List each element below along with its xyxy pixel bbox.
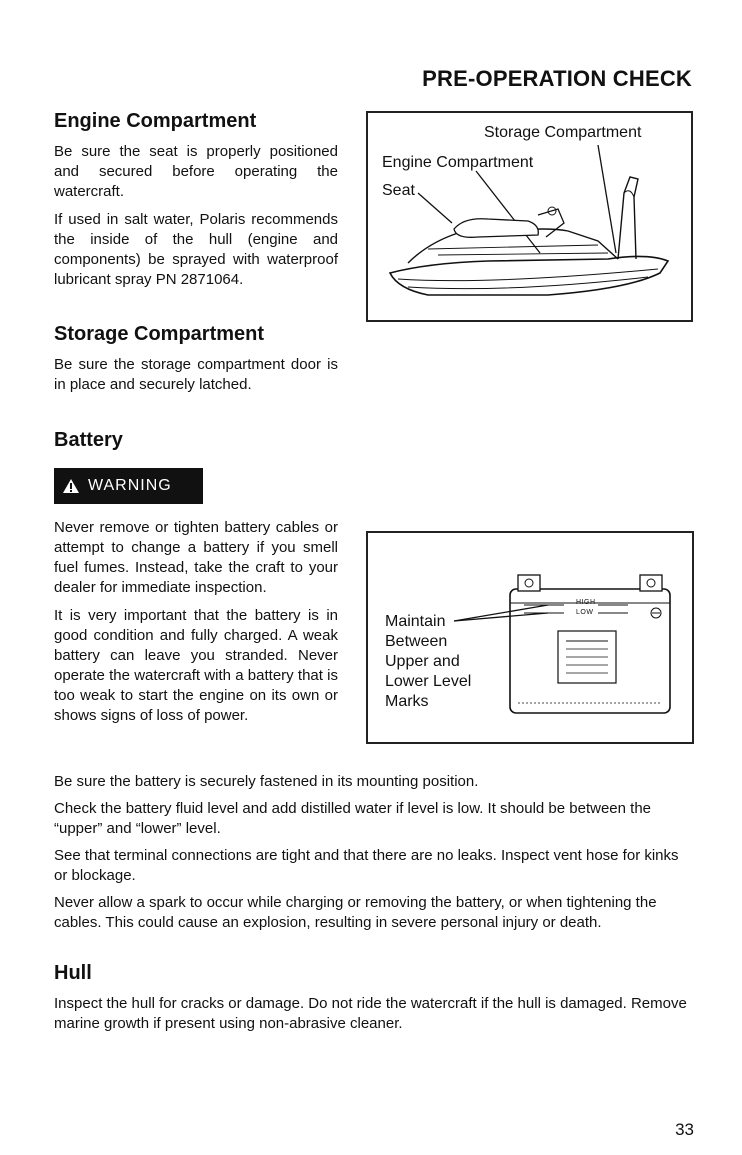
battery-label-line-4: Lower Level [385,673,472,690]
battery-figure [366,531,694,744]
storage-paragraph: Be sure the storage compartment door is in place and securely latched. [54,356,338,393]
battery-label-line-3: Upper and [385,653,460,670]
battery-paragraph-6: Never allow a spark to occur while charging or removing the battery, or when tightening the cables. This could cause an explosion, resulting in severe personal injury or death. [54,894,657,931]
warning-triangle-icon [62,478,80,494]
battery-label-line-2: Between [385,633,448,650]
battery-drawing [368,533,692,742]
watercraft-figure [366,111,693,322]
watercraft-drawing [368,113,691,320]
engine-section [54,142,338,298]
battery-paragraph-3: Be sure the battery is securely fastened in its mounting position. [54,773,479,790]
engine-heading: Engine Compartment [54,110,257,132]
warning-label: WARNING [88,477,172,494]
storage-section [54,355,338,403]
hull-heading: Hull [54,962,92,984]
battery-paragraph-4: Check the battery fluid level and add distilled water if level is low. It should be between the “upper” and “lower” level. [54,800,652,837]
hull-section [54,994,696,1041]
page-number: 33 [675,1120,694,1139]
low-mark: LOW [576,609,594,616]
high-mark: HIGH [576,599,596,606]
battery-label-line-1: Maintain [385,613,446,630]
figure-label-seat: Seat [382,182,415,199]
warning-banner [54,468,203,504]
engine-paragraph-1: Be sure the seat is properly positioned and secured before operating the watercraft. [54,143,338,200]
battery-paragraph-1: Never remove or tighten battery cables or attempt to change a battery if you smell fuel fumes. Instead, take the craft to your dealer for immediate inspection. [54,519,338,596]
battery-label-line-5: Marks [385,693,429,710]
battery-warning-text [54,518,338,734]
engine-paragraph-2: If used in salt water, Polaris recommends the inside of the hull (engine and components) be sprayed with waterproof lubricant spray PN 2871064. [54,211,338,288]
battery-paragraph-5: See that terminal connections are tight and that there are no leaks. Inspect vent hose for kinks or blockage. [54,847,679,884]
figure-label-engine: Engine Compartment [382,154,534,171]
hull-paragraph: Inspect the hull for cracks or damage. Do not ride the watercraft if the hull is damaged. Remove marine growth if present using non-abrasive cleaner. [54,995,687,1032]
storage-heading: Storage Compartment [54,323,265,345]
page-header: PRE-OPERATION CHECK [422,66,692,91]
battery-paragraph-2: It is very important that the battery is in good condition and fully charged. A weak battery can leave you stranded. Never operate the watercraft with a battery that is too weak to start the engine on its own or shows signs of loss of power. [54,607,338,724]
battery-heading: Battery [54,429,123,451]
figure-label-storage: Storage Compartment [484,124,642,141]
battery-instructions [54,772,696,940]
